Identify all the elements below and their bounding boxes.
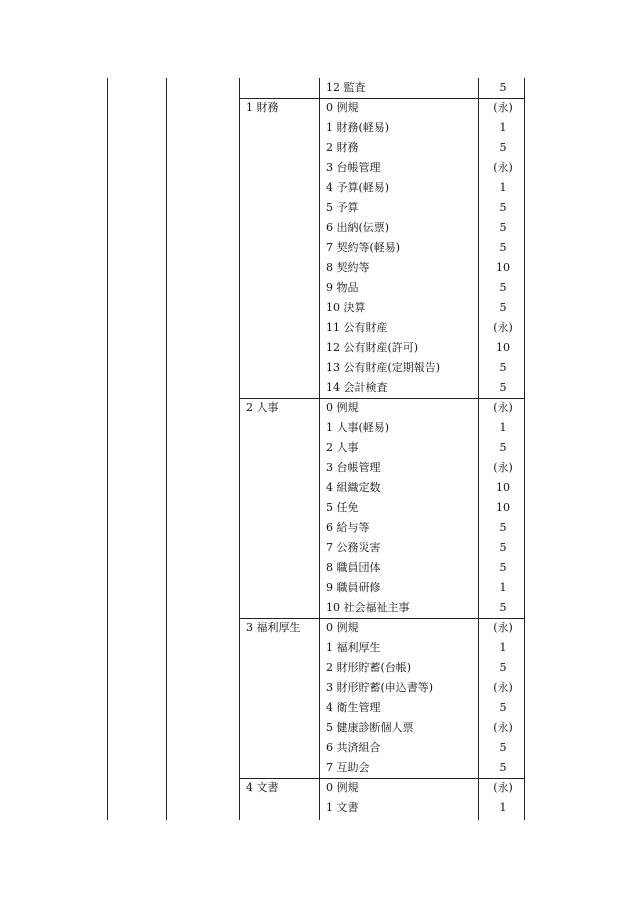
item-label: 9 職員研修 [326,581,381,594]
retention-period: 5 [499,521,507,534]
retention-period: (永) [493,321,513,334]
item-label: 0 例規 [326,401,359,414]
item-label: 13 公有財産(定期報告) [326,361,441,374]
item-label: 6 共済組合 [326,741,381,754]
retention-period: 5 [499,81,507,94]
item-label: 1 財務(軽易) [326,121,390,134]
retention-period: 5 [499,241,507,254]
column-line [107,78,108,820]
column-line [478,78,479,820]
retention-period: 10 [496,341,510,354]
item-label: 1 文書 [326,801,359,814]
item-label: 10 社会福祉主事 [326,601,410,614]
item-label: 14 会計検査 [326,381,388,394]
item-label: 10 決算 [326,301,366,314]
retention-period: 5 [499,301,507,314]
column-line [166,78,167,820]
item-label: 7 公務災害 [326,541,381,554]
item-label: 4 予算(軽易) [326,181,390,194]
retention-period: (永) [493,161,513,174]
item-label: 3 台帳管理 [326,461,381,474]
retention-period: 5 [499,441,507,454]
item-label: 7 互助会 [326,761,370,774]
retention-period: 5 [499,601,507,614]
item-label: 4 衛生管理 [326,701,381,714]
retention-period: 1 [499,801,507,814]
item-label: 6 出納(伝票) [326,221,390,234]
retention-period: 5 [499,661,507,674]
item-label: 0 例規 [326,621,359,634]
retention-period: (永) [493,101,513,114]
item-label: 1 福利厚生 [326,641,381,654]
retention-period: (永) [493,781,513,794]
column-line [524,78,525,820]
item-label: 3 財形貯蓄(申込書等) [326,681,434,694]
item-label: 1 人事(軽易) [326,421,390,434]
retention-period: 5 [499,281,507,294]
retention-period: 5 [499,701,507,714]
item-label: 8 職員団体 [326,561,381,574]
retention-period: 5 [499,541,507,554]
category-label: 3 福利厚生 [246,621,301,634]
item-label: 7 契約等(軽易) [326,241,401,254]
category-label: 1 財務 [246,101,279,114]
item-label: 0 例規 [326,101,359,114]
retention-period: 10 [496,481,510,494]
retention-period: (永) [493,401,513,414]
retention-period: 1 [499,421,507,434]
retention-period: (永) [493,721,513,734]
retention-period: 5 [499,381,507,394]
item-label: 6 給与等 [326,521,370,534]
item-label: 3 台帳管理 [326,161,381,174]
retention-period: 5 [499,221,507,234]
retention-period: 5 [499,361,507,374]
item-label: 5 予算 [326,201,359,214]
retention-period: 1 [499,181,507,194]
retention-period: 5 [499,761,507,774]
retention-period: 1 [499,581,507,594]
item-label: 2 人事 [326,441,359,454]
retention-period: 10 [496,261,510,274]
item-label: 11 公有財産 [326,321,388,334]
category-label: 4 文書 [246,781,279,794]
retention-period: (永) [493,681,513,694]
item-label: 4 組織定数 [326,481,381,494]
column-line [239,78,240,820]
retention-period: (永) [493,621,513,634]
retention-period: 5 [499,741,507,754]
item-label: 12 公有財産(許可) [326,341,419,354]
retention-period: 1 [499,121,507,134]
column-line [319,78,320,820]
item-label: 12 監査 [326,81,366,94]
retention-period: (永) [493,461,513,474]
retention-period: 1 [499,641,507,654]
retention-period: 10 [496,501,510,514]
item-label: 0 例規 [326,781,359,794]
retention-period: 5 [499,141,507,154]
category-label: 2 人事 [246,401,279,414]
item-label: 5 健康診断個人票 [326,721,414,734]
item-label: 5 任免 [326,501,359,514]
item-label: 8 契約等 [326,261,370,274]
retention-period: 5 [499,561,507,574]
item-label: 2 財務 [326,141,359,154]
retention-period: 5 [499,201,507,214]
item-label: 9 物品 [326,281,359,294]
item-label: 2 財形貯蓄(台帳) [326,661,412,674]
